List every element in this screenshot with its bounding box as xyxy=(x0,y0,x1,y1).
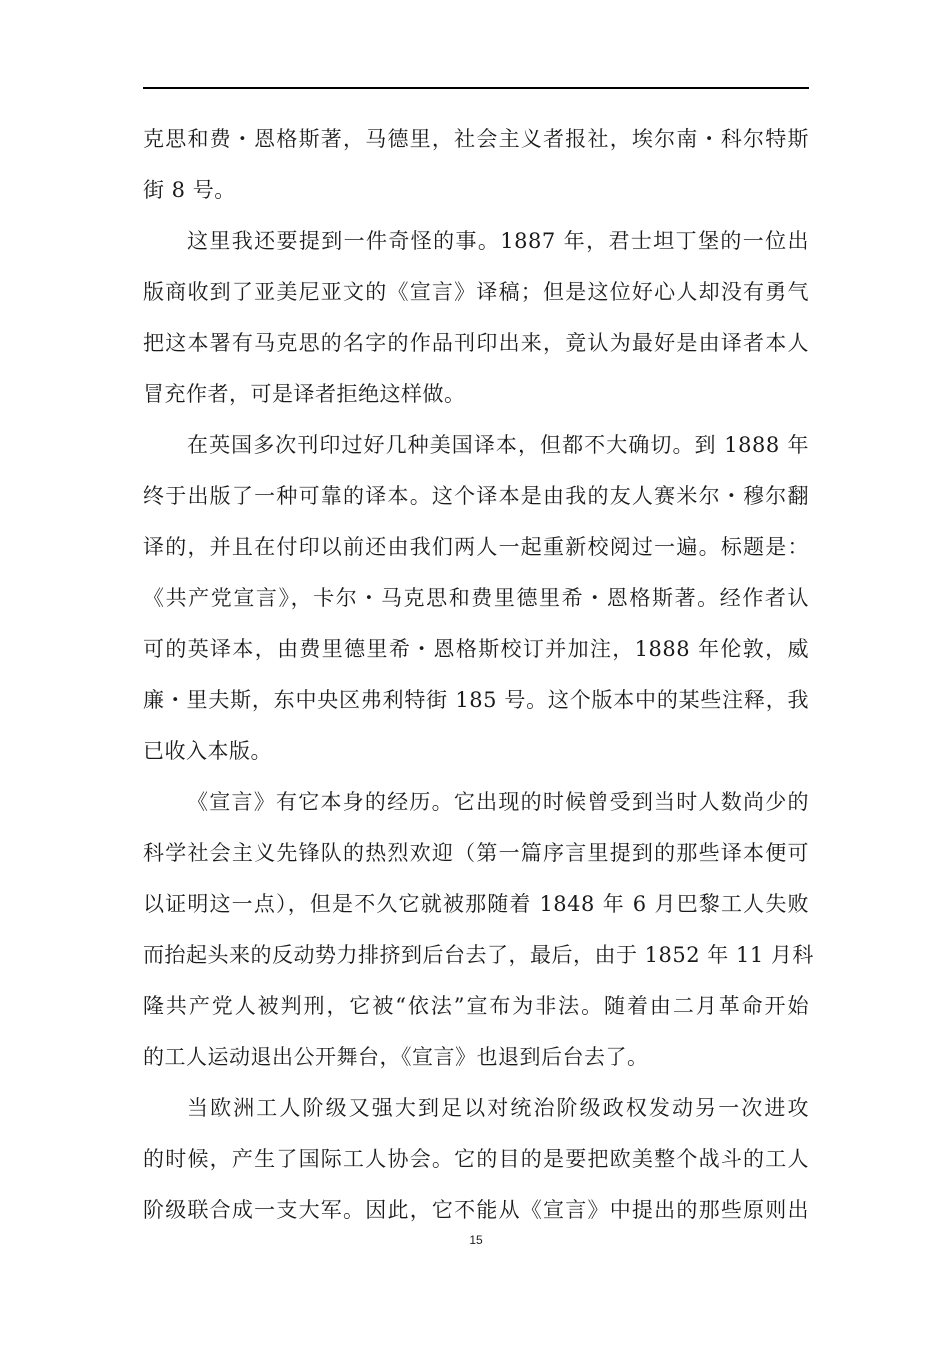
text-line: 以证明这一点），但是不久它就被那随着 1848 年 6 月巴黎工人失败 xyxy=(143,892,809,916)
text-line: 廉・里夫斯，东中央区弗利特街 185 号。这个版本中的某些注释，我 xyxy=(143,688,809,712)
text-line: 这里我还要提到一件奇怪的事。1887 年，君士坦丁堡的一位出 xyxy=(187,229,809,253)
text-line: 把这本署有马克思的名字的作品刊印出来，竟认为最好是由译者本人 xyxy=(143,331,809,355)
text-line: 冒充作者，可是译者拒绝这样做。 xyxy=(143,382,466,406)
text-line: 科学社会主义先锋队的热烈欢迎（第一篇序言里提到的那些译本便可 xyxy=(143,841,809,865)
text-line: 在英国多次刊印过好几种美国译本，但都不大确切。到 1888 年 xyxy=(187,433,809,457)
text-line: 当欧洲工人阶级又强大到足以对统治阶级政权发动另一次进攻 xyxy=(187,1096,809,1120)
text-line: 《宣言》有它本身的经历。它出现的时候曾受到当时人数尚少的 xyxy=(187,790,809,814)
text-line: 隆共产党人被判刑，它被“依法”宣布为非法。随着由二月革命开始 xyxy=(143,994,809,1018)
body-text xyxy=(143,114,814,1236)
text-line: 的工人运动退出公开舞台，《宣言》也退到后台去了。 xyxy=(143,1045,649,1069)
text-line: 克思和费・恩格斯著，马德里，社会主义者报社，埃尔南・科尔特斯 xyxy=(143,127,809,151)
text-line: 版商收到了亚美尼亚文的《宣言》译稿；但是这位好心人却没有勇气 xyxy=(143,280,809,304)
text-line: 终于出版了一种可靠的译本。这个译本是由我的友人赛米尔・穆尔翻 xyxy=(143,484,809,508)
text-line: 阶级联合成一支大军。因此，它不能从《宣言》中提出的那些原则出 xyxy=(143,1198,809,1222)
text-line: 街 8 号。 xyxy=(143,178,236,202)
text-line: 可的英译本，由费里德里希・恩格斯校订并加注，1888 年伦敦，威 xyxy=(143,637,809,661)
text-line: 已收入本版。 xyxy=(143,739,272,763)
header-divider xyxy=(143,87,809,89)
text-line: 译的，并且在付印以前还由我们两人一起重新校阅过一遍。标题是： xyxy=(143,535,809,559)
text-line: 的时候，产生了国际工人协会。它的目的是要把欧美整个战斗的工人 xyxy=(143,1147,809,1171)
text-line: 而抬起头来的反动势力排挤到后台去了，最后，由于 1852 年 11 月科 xyxy=(143,943,814,967)
page-number: 15 xyxy=(469,1233,483,1247)
text-line: 《共产党宣言》，卡尔・马克思和费里德里希・恩格斯著。经作者认 xyxy=(143,586,809,610)
